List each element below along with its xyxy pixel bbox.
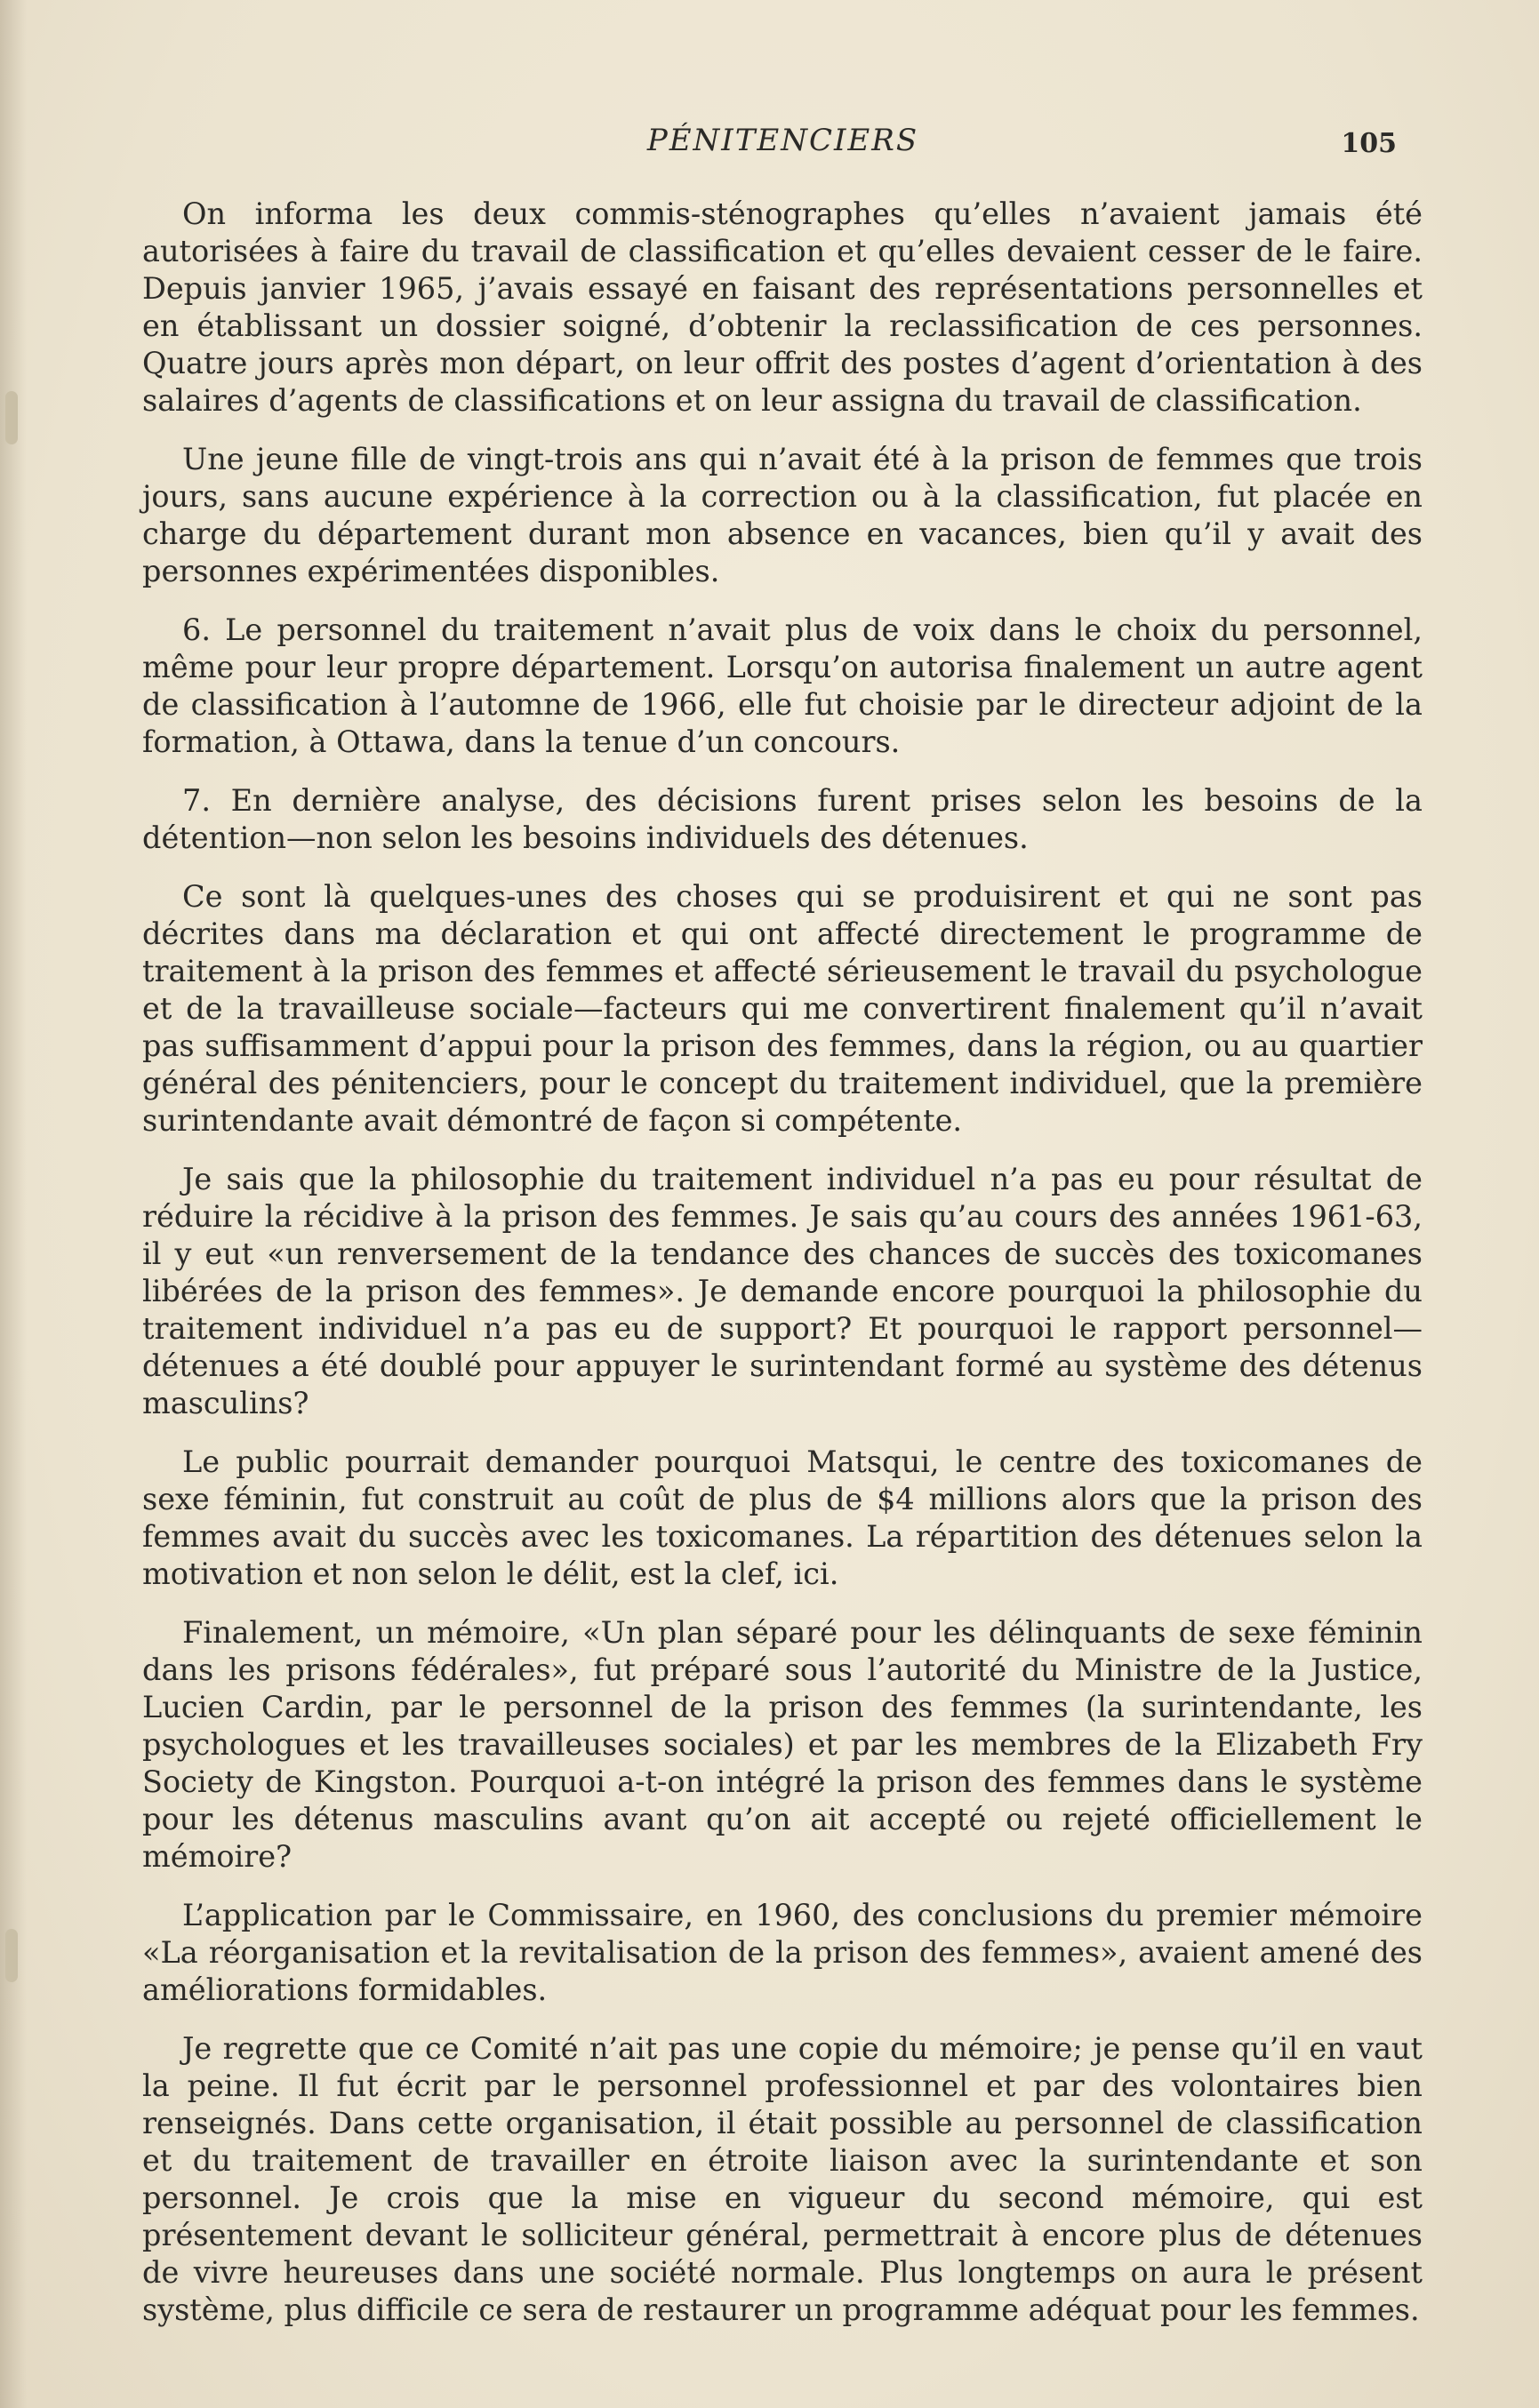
page-number: 105 <box>1341 128 1397 159</box>
page-header <box>142 123 1423 167</box>
paragraph: Je regrette que ce Comité n’ait pas une copie du mémoire; je pense qu’il en vaut la peine. Il fut écrit par le personnel professionnel et par des volontaires bien renseignés. Dans cette organisation, il était possible au personnel de classification et du traitement de travailler en étroite liaison avec la surintendante et son personnel. Je crois que la mise en vigueur du second mémoire, qui est présentement devant le solliciteur général, permettrait à encore plus de détenues de vivre heureuses dans une société normale. Plus longtemps on aura le présent système, plus difficile ce sera de restaurer un programme adéquat pour les femmes. <box>142 2031 1423 2327</box>
body-text <box>142 196 1423 2350</box>
page-binding-shadow <box>0 0 27 2408</box>
paragraph: Je sais que la philosophie du traitement individuel n’a pas eu pour résultat de réduire la récidive à la prison des femmes. Je sais qu’au cours des années 1961-63, il y eut «un renversement de la tendance des chances de succès des toxicomanes libérées de la prison des femmes». Je demande encore pourquoi la philosophie du traitement individuel n’a pas eu de support? Et pourquoi le rapport personnel—détenues a été doublé pour appuyer le surintendant formé au système des détenus masculins? <box>142 1162 1423 1420</box>
binding-mark <box>5 391 18 444</box>
running-head: PÉNITENCIERS <box>646 123 919 158</box>
paragraph: L’application par le Commissaire, en 1960, des conclusions du premier mémoire «La réorganisation et la revitalisation de la prison des femmes», avaient amené des améliorations formidables. <box>142 1898 1423 2007</box>
paragraph: 7. En dernière analyse, des décisions furent prises selon les besoins de la détention—non selon les besoins individuels des détenues. <box>142 783 1423 855</box>
paragraph: 6. Le personnel du traitement n’avait plus de voix dans le choix du personnel, même pour leur propre département. Lorsqu’on autorisa finalement un autre agent de classification à l’automne de 1966, elle fut choisie par le directeur adjoint de la formation, à Ottawa, dans la tenue d’un concours. <box>142 612 1423 759</box>
paragraph: Une jeune fille de vingt-trois ans qui n’avait été à la prison de femmes que trois jours, sans aucune expérience à la correction ou à la classification, fut placée en charge du département durant mon absence en vacances, bien qu’il y avait des personnes expérimentées disponibles. <box>142 442 1423 588</box>
binding-mark <box>5 1929 18 1982</box>
paragraph: Le public pourrait demander pourquoi Matsqui, le centre des toxicomanes de sexe féminin, fut construit au coût de plus de $4 millions alors que la prison des femmes avait du succès avec les toxicomanes. La répartition des détenues selon la motivation et non selon le délit, est la clef, ici. <box>142 1444 1423 1591</box>
paragraph: Finalement, un mémoire, «Un plan séparé pour les délinquants de sexe féminin dans les prisons fédérales», fut préparé sous l’autorité du Ministre de la Justice, Lucien Cardin, par le personnel de la prison des femmes (la surintendante, les psychologues et les travailleuses sociales) et par les membres de la Elizabeth Fry Society de Kingston. Pourquoi a-t-on intégré la prison des femmes dans le système pour les détenus masculins avant qu’on ait accepté ou rejeté officiellement le mémoire? <box>142 1615 1423 1874</box>
paragraph: Ce sont là quelques-unes des choses qui se produisirent et qui ne sont pas décrites dans ma déclaration et qui ont affecté directement le programme de traitement à la prison des femmes et affecté sérieusement le travail du psychologue et de la travailleuse sociale—facteurs qui me convertirent finalement qu’il n’avait pas suffisamment d’appui pour la prison des femmes, dans la région, ou au quartier général des pénitenciers, pour le concept du traitement individuel, que la première surintendante avait démontré de façon si compétente. <box>142 879 1423 1138</box>
paragraph: On informa les deux commis-sténographes qu’elles n’avaient jamais été autorisées à faire du travail de classification et qu’elles devaient cesser de le faire. Depuis janvier 1965, j’avais essayé en faisant des représentations personnelles et en établissant un dossier soigné, d’obtenir la reclassification de ces personnes. Quatre jours après mon départ, on leur offrit des postes d’agent d’orientation à des salaires d’agents de classifications et on leur assigna du travail de classification. <box>142 196 1423 418</box>
